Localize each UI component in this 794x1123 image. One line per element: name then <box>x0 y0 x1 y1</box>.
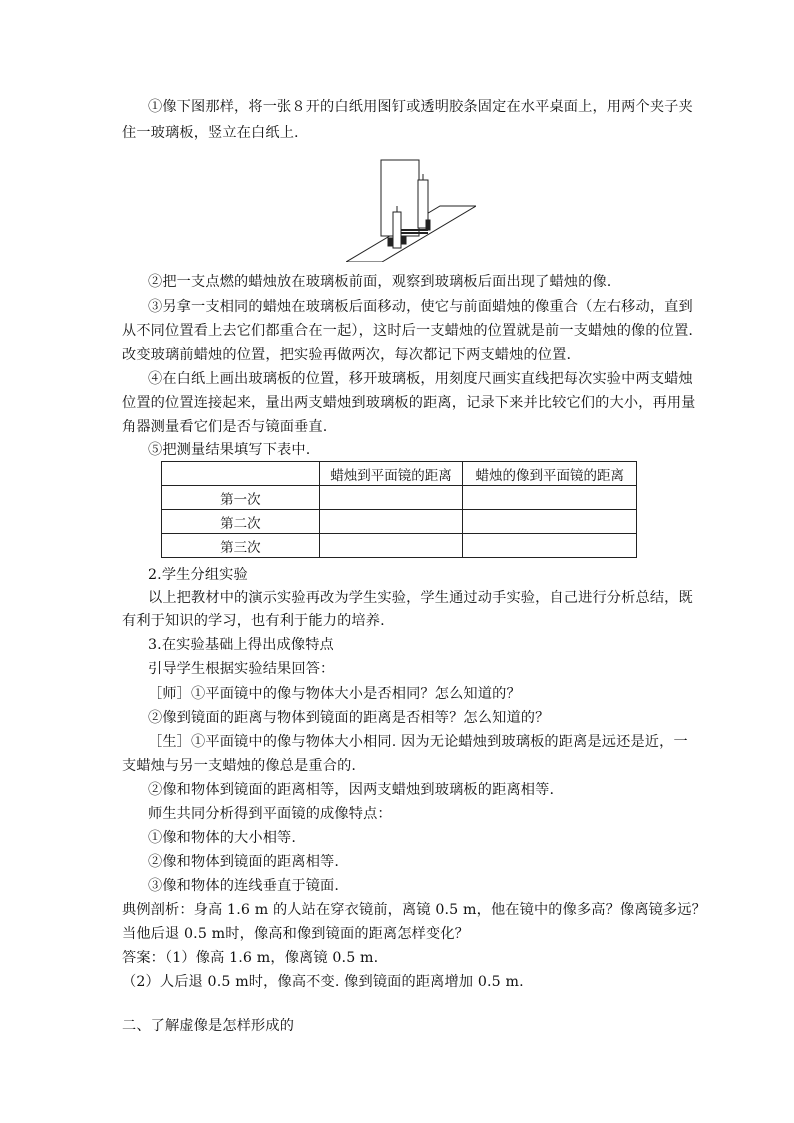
answer-line-2: （2）人后退 0.5 m时，像高不变. 像到镜面的距离增加 0.5 m. <box>122 974 524 990</box>
table-header-cell <box>162 462 320 486</box>
feature-1: ①像和物体的大小相等. <box>148 830 297 846</box>
teacher-question-2: ②像到镜面的距离与物体到镜面的距离是否相等？怎么知道的？ <box>148 710 550 726</box>
summary-line: 师生共同分析得到平面镜的成像特点： <box>148 806 392 822</box>
student-answer-1-line-1: ［生］①平面镜中的像与物体大小相同. 因为无论蜡烛到玻璃板的距离是远还是近，一 <box>148 734 688 750</box>
teacher-question-1: ［师］①平面镜中的像与物体大小是否相同？怎么知道的？ <box>148 686 521 702</box>
table-cell <box>463 534 637 558</box>
student-answer-2: ②像和物体到镜面的距离相等，因两支蜡烛到玻璃板的距离相等. <box>148 782 555 798</box>
step-1-line-2: 住一玻璃板，竖立在白纸上. <box>122 125 299 141</box>
student-answer-1-line-2: 支蜡烛与另一支蜡烛的像总是重合的. <box>122 758 357 774</box>
table-row <box>162 510 637 534</box>
table-cell: 第二次 <box>162 510 320 534</box>
table-cell <box>319 510 463 534</box>
table-cell: 第一次 <box>162 486 320 510</box>
example-line-1: 典例剖析：身高 1.6 m 的人站在穿衣镜前，离镜 0.5 m，他在镜中的像多高？像离镜多远？ <box>122 902 707 918</box>
para-2-line-2: 有利于知识的学习，也有利于能力的培养. <box>122 613 385 629</box>
step-4-line-2: 位置的位置连接起来，量出两支蜡烛到玻璃板的距离，记录下来并比较它们的大小，再用量 <box>122 395 696 411</box>
table-cell <box>319 534 463 558</box>
table-header-row <box>162 462 637 486</box>
table-cell <box>319 486 463 510</box>
step-1-line-1: ①像下图那样，将一张８开的白纸用图钉或透明胶条固定在水平桌面上，用两个夹子夹 <box>148 99 693 115</box>
step-5-line: ⑤把测量结果填写下表中. <box>148 442 311 458</box>
table-row <box>162 486 637 510</box>
table-cell: 第三次 <box>162 534 320 558</box>
feature-3: ③像和物体的连线垂直于镜面. <box>148 878 340 894</box>
step-3-line-3: 改变玻璃前蜡烛的位置，把实验再做两次，每次都记下两支蜡烛的位置. <box>122 347 572 363</box>
step-3-line-2: 从不同位置看上去它们都重合在一起），这时后一支蜡烛的位置就是前一支蜡烛的像的位置. <box>122 323 694 339</box>
mirror-experiment-figure <box>346 158 476 262</box>
step-2-line: ②把一支点燃的蜡烛放在玻璃板前面，观察到玻璃板后面出现了蜡烛的像. <box>148 274 612 290</box>
clamp <box>426 220 430 230</box>
step-3-line-1: ③另拿一支相同的蜡烛在玻璃板后面移动，使它与前面蜡烛的像重合（左右移动，直到 <box>148 299 693 315</box>
para-3-line: 引导学生根据实验结果回答： <box>148 661 335 677</box>
section-3-heading: 3.在实验基础上得出成像特点 <box>148 637 334 653</box>
para-2-line-1: 以上把教材中的演示实验再改为学生实验，学生通过动手实验，自己进行分析总结，既 <box>148 590 693 606</box>
table-cell <box>463 510 637 534</box>
section-2-heading: 2.学生分组实验 <box>148 567 248 583</box>
results-table <box>161 461 637 558</box>
table-row <box>162 534 637 558</box>
table-header-cell: 蜡烛到平面镜的距离 <box>319 462 463 486</box>
step-4-line-1: ④在白纸上画出玻璃板的位置，移开玻璃板，用刻度尺画实直线把每次实验中两支蜡烛 <box>148 371 693 387</box>
table-cell <box>463 486 637 510</box>
front-candle <box>393 212 401 248</box>
answer-line-1: 答案：（1）像高 1.6 m，像离镜 0.5 m. <box>122 950 379 966</box>
step-4-line-3: 角器测量看它们是否与镜面垂直. <box>122 419 328 435</box>
section-heading-virtual-image: 二、了解虚像是怎样形成的 <box>122 1018 295 1034</box>
table-header-cell: 蜡烛的像到平面镜的距离 <box>463 462 637 486</box>
feature-2: ②像和物体到镜面的距离相等. <box>148 854 340 870</box>
example-line-2: 当他后退 0.5 m时，像高和像到镜面的距离怎样变化？ <box>122 926 470 942</box>
